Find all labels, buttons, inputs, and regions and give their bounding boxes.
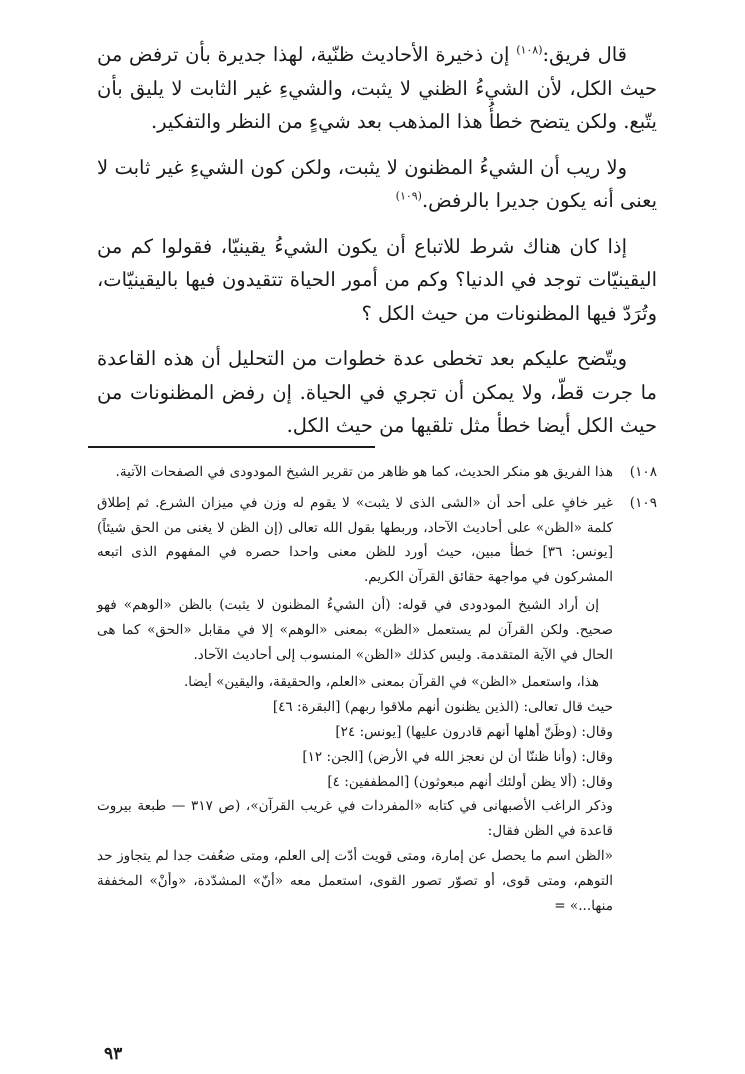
footnote-paragraph: غير خافٍ على أحد أن «الشى الذى لا يثبت» لا يقوم له وزن في ميزان الشرع. ثم إطلاق كلمة «الظن» على أحاديث الآحاد، وربطها بقول الله تعالى (إن الظن لا يغنى من الحق شيئاً) [يونس: ٣٦] خطأ مبين، حيث أورد للظن معنى واحدا حصره في المفهوم الذى اتبعه المشركون في مواجهة حقائق القرآن الكريم. bbox=[97, 494, 613, 586]
footnote-divider bbox=[88, 446, 375, 448]
footnote-quote: «الظن اسم ما يحصل عن إمارة، ومتى قويت أدّت إلى العلم، ومتى ضعُفت جدا لم يتجاوز حد التوهم، ومتى قوى، أو تصوّر تصور القوى، استعمل معه «أنّ» المشدّدة، «وأنْ» المخففة منها...» = bbox=[97, 847, 613, 914]
footnote-number: ١٠٨) bbox=[629, 464, 657, 480]
footnote-verse-line: وقال: (وظَنّ أهلها أنهم قادرون عليها) [يونس: ٢٤] bbox=[335, 723, 613, 740]
footnotes bbox=[97, 460, 657, 918]
footnote-number: ١٠٩) bbox=[629, 494, 657, 511]
footnote-body bbox=[97, 460, 613, 485]
paragraph-4: ويتّضح عليكم بعد تخطى عدة خطوات من التحليل أن هذه القاعدة ما جرت قطّ، ولا يمكن أن تجري في الحياة. إن رفض المظنونات من حيث الكل أيضا خطأ مثل تلقيها من حيث الكل. bbox=[97, 347, 657, 437]
paragraph-2 bbox=[97, 151, 657, 218]
paragraph-2-text: ولا ريب أن الشيءُ المظنون لا يثبت، ولكن كون الشيءِ غير ثابت لا يعنى أنه يكون جديرا بالرفض. bbox=[97, 155, 657, 212]
footnote-verse-line: وقال: (ألا يظن أولئك أنهم مبعوثون) [المطففين: ٤] bbox=[327, 773, 613, 790]
footnote-verse-line: حيث قال تعالى: (الذين يظنون أنهم ملاقوا ربهم) [البقرة: ٤٦] bbox=[272, 699, 613, 716]
paragraph-1-text: إن ذخيرة الأحاديث ظنّية، لهذا جديرة بأن ترفض من حيث الكل، لأن الشيءُ الظني لا يثبت، والشيءِ غير الثابت لا يليق بأن يتّبع. ولكن يتضح خطأُ هذا المذهب بعد شيءٍ من النظر والتفكير. bbox=[97, 43, 657, 133]
footnote-ref-109[interactable]: (١٠٩) bbox=[395, 189, 422, 203]
footnote-body bbox=[97, 491, 613, 919]
footnote-109 bbox=[97, 491, 657, 919]
footnote-paragraph: إن أراد الشيخ المودودى في قوله: (أن الشيءُ المظنون لا يثبت) بالظن «الوهم» فهو صحيح. ولكن القرآن لم يستعمل «الظن» بمعنى «الوهم» إلا في مقابل «الحق» كما هى الحال في الآية المتقدمة. وليس كذلك «الظن» المنسوب إلى أحاديث الآحاد. bbox=[97, 596, 613, 663]
footnote-paragraph: وذكر الراغب الأصبهانى في كتابه «المفردات في غريب القرآن»، (ص ٣١٧ — طبعة بيروت قاعدة في الظن فقال: bbox=[97, 798, 613, 840]
paragraph-1 bbox=[97, 38, 657, 139]
footnote-ref-108[interactable]: (١٠٨) bbox=[516, 43, 543, 57]
footnote-text: هذا الفريق هو منكر الحديث، كما هو ظاهر من تقرير الشيخ المودودى في الصفحات الآتية. bbox=[115, 464, 613, 480]
page-number: ٩٣ bbox=[104, 1044, 123, 1064]
paragraph-1-lead: قال فريق: bbox=[542, 43, 627, 66]
main-text bbox=[97, 38, 657, 455]
paragraph-3: إذا كان هناك شرط للاتباع أن يكون الشيءُ يقينيّا، فقولوا كم من اليقينيّات توجد في الدنيا؟ وكم من أمور الحياة تتقيدون فيها باليقينيّات، وتُرَدّ فيها المظنونات من حيث الكل ؟ bbox=[97, 234, 657, 325]
footnote-verse-line: وقال: (وأنا ظننّا أن لن نعجز الله في الأرض) [الجن: ١٢] bbox=[302, 748, 613, 765]
footnote-paragraph: هذا، واستعمل «الظن» في القرآن بمعنى «العلم، والحقيقة، واليقين» أيضا. bbox=[183, 674, 599, 691]
footnote-108 bbox=[97, 460, 657, 485]
